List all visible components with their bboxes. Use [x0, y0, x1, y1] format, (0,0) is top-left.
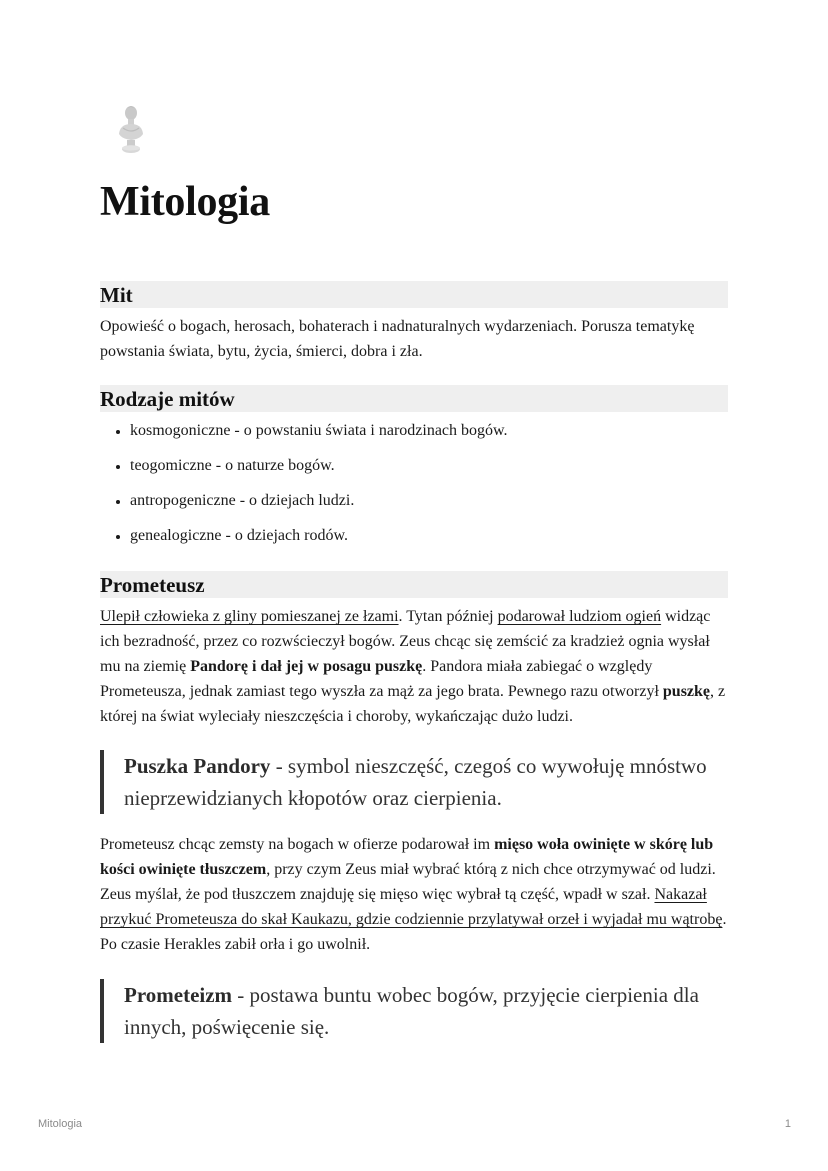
quote-definition: - postawa buntu wobec bogów, przyjęcie cierpienia dla innych, poświęcenie się.: [124, 983, 699, 1039]
text-span: , przy czym Zeus miał wybrać którą z nich chce otrzymywać od ludzi. Zeus myślał, że pod tłuszczem znajduję się mięso więc wybrał tą część, wpadł w szał.: [100, 861, 716, 903]
bold-text: mięso woła owinięte w skórę lub kości owinięte tłuszczem: [100, 836, 714, 878]
underlined-text: Nakazał przykuć Prometeusza do skał Kaukazu, gdzie codziennie przylatywał orzeł i wyjadał mu wątrobę: [100, 886, 723, 928]
text-span: widząc ich bezradność, przez co rozwścieczył bogów. Zeus chcąc się zemścić za kradzież ognia wysłał mu na ziemię: [100, 608, 711, 675]
list-item: • genealogiczne - o dziejach rodów.: [130, 523, 728, 548]
section-prometeusz: [100, 571, 728, 729]
underlined-text: Ulepił człowieka z gliny pomieszanej ze łzami: [100, 608, 399, 625]
list-item: • antropogeniczne - o dziejach ludzi.: [130, 488, 728, 513]
greek-bust-icon: [114, 104, 148, 156]
section-prometeusz-continued: [100, 832, 728, 957]
text-span: . Tytan później: [398, 608, 498, 625]
paragraph: [100, 832, 728, 957]
list-item: • teogomiczne - o naturze bogów.: [130, 453, 728, 478]
text-span: . Pandora miała zabiegać o względy Prometeusza, jednak zamiast tego wyszła za mąż za jego brata. Pewnego razu otworzył: [100, 658, 663, 700]
quote-definition: - symbol nieszczęść, czegoś co wywołuję mnóstwo nieprzewidzianych kłopotów oraz cierpienia.: [124, 754, 707, 810]
paragraph: Opowieść o bogach, herosach, bohaterach i nadnaturalnych wydarzeniach. Porusza tematykę powstania świata, bytu, życia, śmierci, dobra i zła.: [100, 318, 695, 360]
page-title: Mitologia: [100, 179, 270, 225]
text-span: , z której na świat wyleciały nieszczęścia i choroby, wykańczając dużo ludzi.: [100, 683, 726, 725]
section-heading: Prometeusz: [100, 571, 728, 598]
blockquote-prometeizm: [100, 979, 752, 1043]
text-span: Prometeusz chcąc zemsty na bogach w ofierze podarował im: [100, 836, 495, 853]
section-rodzaje-mitow: [100, 385, 728, 558]
underlined-text: podarował ludziom ogień: [497, 608, 662, 625]
bold-text: Pandorę i dał jej w posagu puszkę: [190, 658, 423, 675]
footer-title: Mitologia: [38, 1118, 83, 1130]
bullet-list: [100, 418, 728, 548]
quote-term: Puszka Pandory: [124, 754, 271, 778]
list-item: • kosmogoniczne - o powstaniu świata i narodzinach bogów.: [130, 418, 728, 443]
text-span: . Po czasie Herakles zabił orła i go uwolnił.: [100, 911, 727, 953]
quote-term: Prometeizm: [124, 983, 233, 1007]
paragraph: [100, 604, 728, 729]
bold-text: puszkę: [662, 683, 711, 700]
footer-page-number: 1: [784, 1118, 791, 1130]
section-heading: Rodzaje mitów: [100, 385, 728, 412]
section-mit: [100, 281, 728, 364]
blockquote-puszka-pandory: [100, 750, 752, 814]
section-heading: Mit: [100, 281, 728, 308]
